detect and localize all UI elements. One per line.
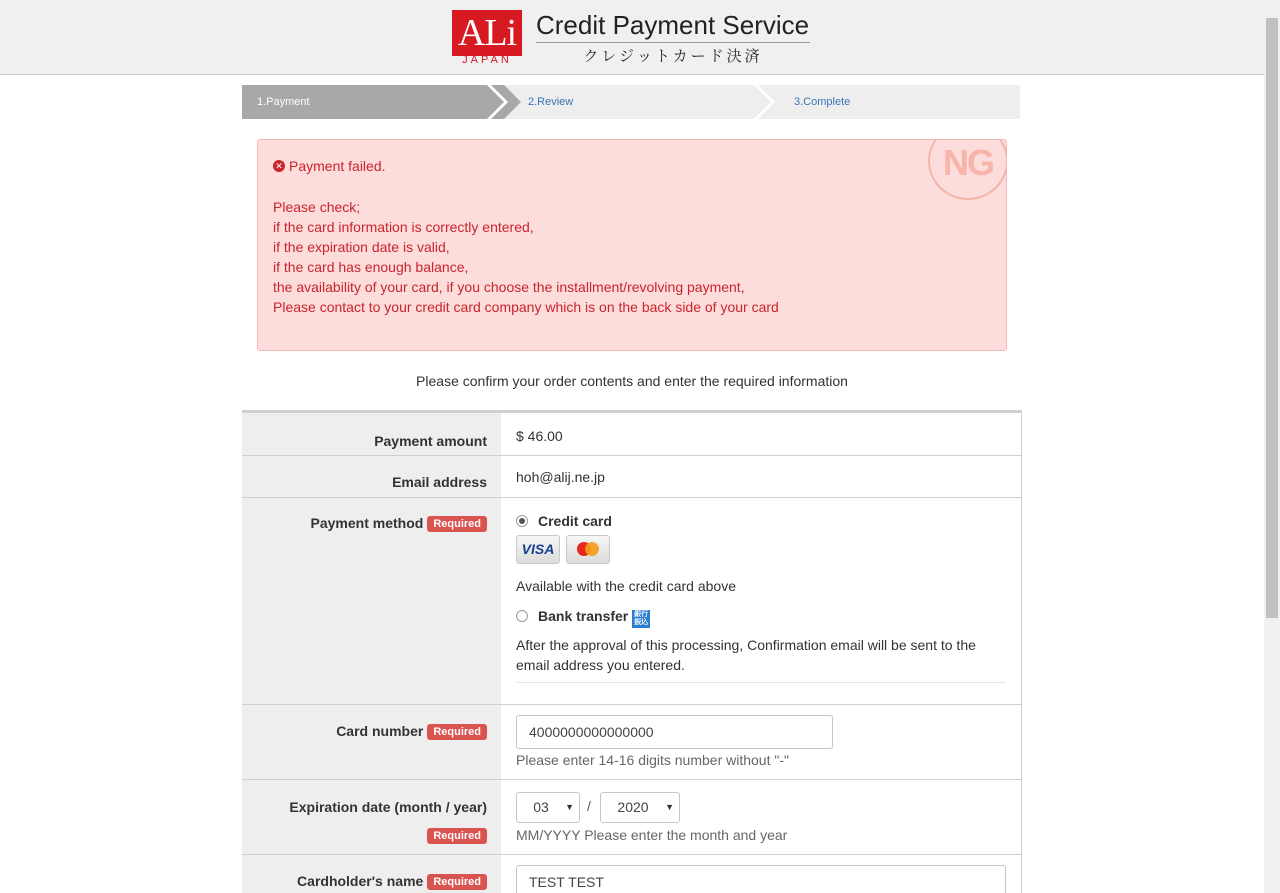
label-cell xyxy=(242,456,501,497)
alert-line: the availability of your card, if you choose the installment/revolving payment, xyxy=(273,279,745,295)
email-value: hoh@alij.ne.jp xyxy=(516,469,605,485)
payment-amount-label: Payment amount xyxy=(374,433,487,449)
step-separator-chevron xyxy=(487,85,509,119)
row-cardholder xyxy=(242,855,1022,893)
alert-line: if the card information is correctly entered, xyxy=(273,219,534,235)
bank-transfer-note xyxy=(516,635,996,675)
alert-line: if the card has enough balance, xyxy=(273,259,469,275)
card-logos xyxy=(516,535,610,564)
bank-transfer-option[interactable] xyxy=(516,608,650,628)
cardholder-input[interactable]: TEST TEST xyxy=(516,865,1006,893)
service-subtitle: クレジットカード決済 xyxy=(583,47,763,65)
value-cell xyxy=(501,498,1022,704)
bank-note-line: email address you entered. xyxy=(516,657,685,673)
label-cell xyxy=(242,855,501,893)
expiration-month-value: 03 xyxy=(533,799,549,815)
error-circle-icon: ✕ xyxy=(273,160,285,172)
label-cell xyxy=(242,705,501,779)
expiration-month-select[interactable] xyxy=(516,792,580,823)
method-divider xyxy=(516,682,1006,683)
row-payment-amount xyxy=(242,413,1022,456)
card-number-label-group xyxy=(336,723,487,740)
step-complete: 3.Complete xyxy=(794,96,851,108)
label-cell xyxy=(242,413,501,455)
chevron-down-icon: ▼ xyxy=(665,802,674,812)
alert-title-row xyxy=(273,158,386,174)
alert-title: Payment failed. xyxy=(289,158,386,174)
progress-steps xyxy=(242,85,1020,119)
vertical-scrollbar[interactable] xyxy=(1264,0,1280,893)
required-badge: Required xyxy=(427,828,487,844)
mastercard-logo-icon xyxy=(566,535,610,564)
value-cell xyxy=(501,780,1022,854)
step-review: 2.Review xyxy=(528,96,574,108)
bank-transfer-radio[interactable] xyxy=(516,610,528,622)
required-badge: Required xyxy=(427,874,487,890)
date-slash: / xyxy=(587,798,591,814)
expiration-year-select[interactable] xyxy=(600,792,680,823)
logo-subtext: JAPAN xyxy=(462,54,512,66)
payment-form xyxy=(242,410,1022,893)
card-number-label: Card number xyxy=(336,723,424,739)
alert-line: Please check; xyxy=(273,199,361,215)
row-card-number xyxy=(242,705,1022,780)
service-title: Credit Payment Service xyxy=(536,10,810,40)
row-payment-method xyxy=(242,498,1022,705)
payment-method-label: Payment method xyxy=(310,515,424,531)
credit-card-radio[interactable] xyxy=(516,515,528,527)
required-badge: Required xyxy=(427,516,487,532)
cardholder-label-group xyxy=(297,873,487,890)
step-payment: 1.Payment xyxy=(242,85,504,119)
step-separator-chevron xyxy=(754,85,776,119)
payment-amount-value: $ 46.00 xyxy=(516,428,563,444)
expiration-label: Expiration date (month / year) xyxy=(289,799,487,815)
bank-transfer-label: Bank transfer xyxy=(538,608,629,624)
label-cell xyxy=(242,498,501,704)
bank-note-line: After the approval of this processing, Confirmation email will be sent to the xyxy=(516,637,976,653)
value-cell xyxy=(501,705,1022,779)
alij-logo xyxy=(452,10,522,65)
label-cell xyxy=(242,780,501,854)
ng-stamp: NG xyxy=(928,139,1007,200)
intro-text: Please confirm your order contents and enter the required information xyxy=(416,373,848,389)
chevron-down-icon: ▼ xyxy=(565,802,574,812)
logo-mark: ALi xyxy=(452,10,522,56)
visa-logo-icon: VISA xyxy=(516,535,560,564)
credit-card-label: Credit card xyxy=(538,513,612,529)
value-cell xyxy=(501,456,1022,497)
value-cell xyxy=(501,855,1022,893)
card-number-hint: Please enter 14-16 digits number without "-" xyxy=(516,752,789,768)
title-divider xyxy=(536,42,810,43)
row-email xyxy=(242,456,1022,498)
alert-line: if the expiration date is valid, xyxy=(273,239,450,255)
payment-method-label-group xyxy=(311,515,488,532)
card-number-input[interactable]: 4000000000000000 xyxy=(516,715,833,749)
email-label: Email address xyxy=(392,474,487,490)
credit-card-note: Available with the credit card above xyxy=(516,578,736,594)
bank-transfer-icon: 銀行振込 xyxy=(634,611,649,626)
payment-error-alert xyxy=(257,139,1007,351)
expiration-hint: MM/YYYY Please enter the month and year xyxy=(516,827,788,843)
value-cell xyxy=(501,413,1022,455)
expiration-year-value: 2020 xyxy=(617,799,649,815)
credit-card-option[interactable] xyxy=(516,513,612,529)
alert-line: Please contact to your credit card company which is on the back side of your card xyxy=(273,299,779,315)
required-badge: Required xyxy=(427,724,487,740)
cardholder-label: Cardholder's name xyxy=(297,873,424,889)
page-header xyxy=(0,0,1264,75)
alert-message xyxy=(273,197,779,317)
scrollbar-thumb[interactable] xyxy=(1266,18,1278,618)
row-expiration xyxy=(242,780,1022,855)
